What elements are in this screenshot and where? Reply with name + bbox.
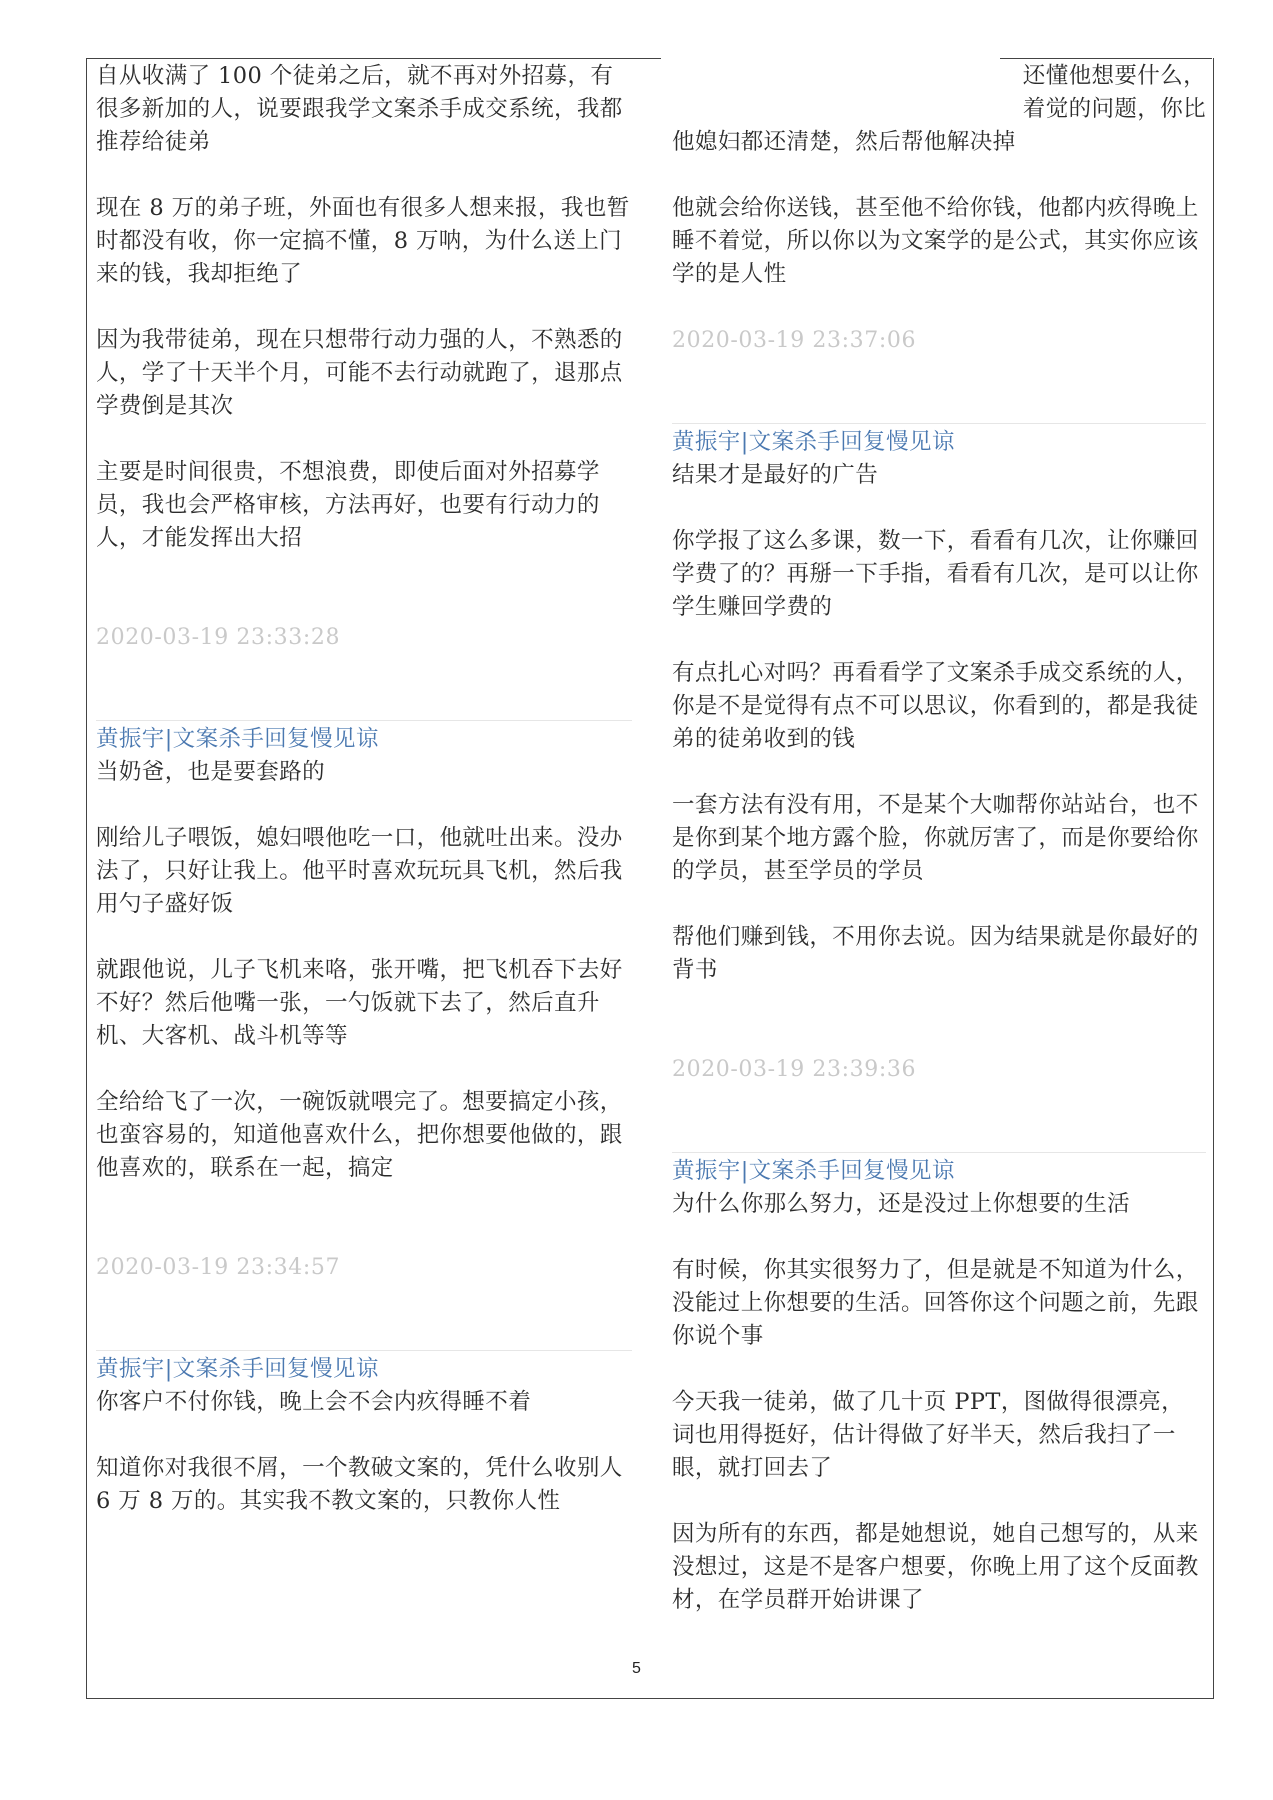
continued-line: 他媳妇都还清楚，然后帮他解决掉: [672, 129, 1016, 155]
post-header: [672, 1152, 1206, 1188]
paragraph: 知道你对我很不屑，一个教破文案的，凭什么收别人 6 万 8 万的。其实我不教文案的，只教你人性: [96, 1455, 623, 1514]
author-name: 黄振宇|文案杀手回复慢见谅: [672, 429, 955, 455]
left-column: [96, 60, 632, 1518]
author-name: 黄振宇|文案杀手回复慢见谅: [672, 1158, 955, 1184]
timestamp: 2020-03-19 23:39:36: [672, 1057, 917, 1082]
continued-line: 着觉的问题，你比: [1022, 96, 1206, 122]
timestamp: 2020-03-19 23:37:06: [672, 328, 917, 353]
paragraph: 他就会给你送钱，甚至他不给你钱，他都内疚得晚上睡不着觉，所以你以为文案学的是公式，其实你应该学的是人性: [672, 195, 1199, 287]
paragraph: 因为所有的东西，都是她想说，她自己想写的，从来没想过，这是不是客户想要，你晚上用了这个反面教材，在学员群开始讲课了: [672, 1521, 1199, 1613]
post-header: [96, 720, 632, 756]
paragraph: 因为我带徒弟，现在只想带行动力强的人，不熟悉的人，学了十天半个月，可能不去行动就跑了，退那点学费倒是其次: [96, 327, 623, 419]
paragraph: 帮他们赚到钱，不用你去说。因为结果就是你最好的背书: [672, 924, 1199, 983]
continued-line: 还懂他想要什么，: [1022, 63, 1206, 89]
paragraph: 就跟他说，儿子飞机来咯，张开嘴，把飞机吞下去好不好？然后他嘴一张，一勺饭就下去了，然后直升机、大客机、战斗机等等: [96, 957, 623, 1049]
top-rule-left: [86, 58, 661, 59]
post-header: [672, 423, 1206, 459]
top-rule-right: [1000, 58, 1212, 59]
paragraph: 你学报了这么多课，数一下，看看有几次，让你赚回学费了的？再掰一下手指，看看有几次，是可以让你学生赚回学费的: [672, 528, 1199, 620]
paragraph: 刚给儿子喂饭，媳妇喂他吃一口，他就吐出来。没办法了，只好让我上。他平时喜欢玩玩具飞机，然后我用勺子盛好饭: [96, 825, 623, 917]
paragraph: 主要是时间很贵，不想浪费，即使后面对外招募学员，我也会严格审核，方法再好，也要有行动力的人，才能发挥出大招: [96, 459, 600, 551]
post-title: 当奶爸，也是要套路的: [96, 759, 326, 785]
post-title: 你客户不付你钱，晚上会不会内疚得睡不着: [96, 1389, 532, 1415]
paragraph: 全给给飞了一次，一碗饭就喂完了。想要搞定小孩，也蛮容易的，知道他喜欢什么，把你想要他做的，跟他喜欢的，联系在一起，搞定: [96, 1089, 623, 1181]
post-title: 结果才是最好的广告: [672, 462, 879, 488]
page-number: 5: [632, 1660, 641, 1677]
paragraph: 一套方法有没有用，不是某个大咖帮你站站台，也不是你到某个地方露个脸，你就厉害了，而是你要给你的学员，甚至学员的学员: [672, 792, 1199, 884]
paragraph: 有时候，你其实很努力了，但是就是不知道为什么，没能过上你想要的生活。回答你这个问题之前，先跟你说个事: [672, 1257, 1199, 1349]
paragraph: 有点扎心对吗？再看看学了文案杀手成交系统的人，你是不是觉得有点不可以思议，你看到的，都是我徒弟的徒弟收到的钱: [672, 660, 1199, 752]
timestamp: 2020-03-19 23:34:57: [96, 1255, 341, 1280]
author-name: 黄振宇|文案杀手回复慢见谅: [96, 1356, 379, 1382]
author-name: 黄振宇|文案杀手回复慢见谅: [96, 726, 379, 752]
paragraph: 今天我一徒弟，做了几十页 PPT，图做得很漂亮，词也用得挺好，估计得做了好半天，然后我扫了一眼，就打回去了: [672, 1389, 1185, 1481]
right-column: [672, 60, 1206, 1617]
post-title: 为什么你那么努力，还是没过上你想要的生活: [672, 1191, 1131, 1217]
paragraph: 现在 8 万的弟子班，外面也有很多人想来报，我也暂时都没有收，你一定搞不懂，8 万呐，为什么送上门来的钱，我却拒绝了: [96, 195, 630, 287]
timestamp: 2020-03-19 23:33:28: [96, 625, 341, 650]
paragraph: 自从收满了 100 个徒弟之后，就不再对外招募，有很多新加的人，说要跟我学文案杀手成交系统，我都推荐给徒弟: [96, 63, 623, 155]
post-header: [96, 1350, 632, 1386]
